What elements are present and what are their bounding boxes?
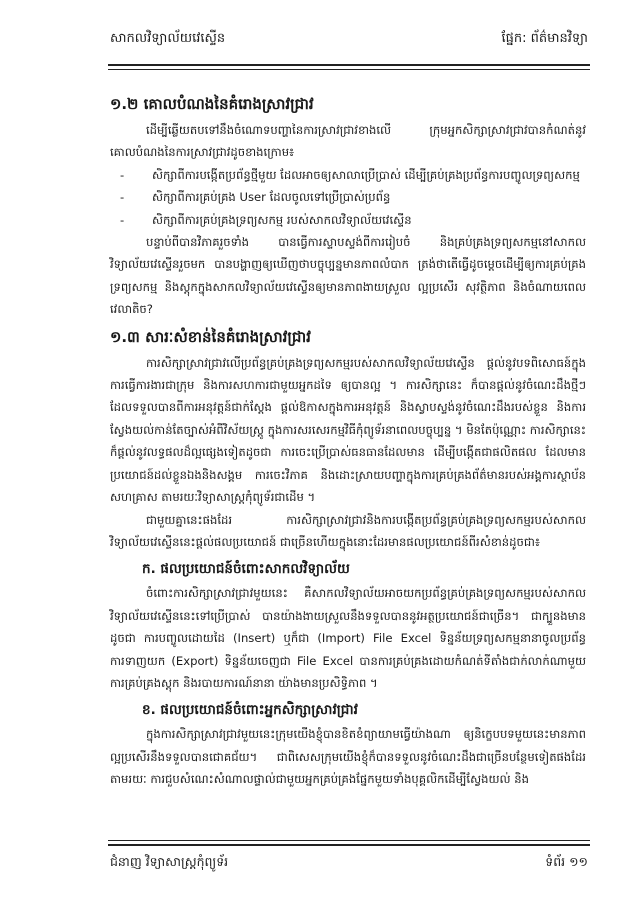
- objectives-list: [110, 164, 586, 231]
- bullet-dash: -: [120, 167, 125, 182]
- page-content: [110, 88, 586, 791]
- subsection-a-text: ចំពោះការសិក្សាស្រាវជ្រាវមួយនេះ គឺសាកលវិទ្យាល័យអាចយកប្រព័ន្ធគ្រប់គ្រងទ្រព្យសកម្មរបស់សាកលវិទ្យាល័យវេស្ទើននេះទៅប្រើប្រាស់ បានយ៉ាងងាយស្រួលនឹងទទួលបាននូវអត្ថប្រយោជន៍ជាច្រើន។ ជាក្បួនងមានដូចជា ការបញ្ចូលដោយដៃ (Insert) ឬក៏ជា (Import) File Excel ទិន្នន័យទ្រព្យសកម្មនានាចូលប្រព័ន្ធ ការទាញយក (Export) ទិន្នន័យចេញជា File Excel បានការគ្រប់គ្រងដោយកំណត់ទីតាំងជាក់លាក់ណាមួយ ការគ្រប់គ្រងស្តុក និងរបាយការណ៍នានា យ៉ាងមានប្រសិទ្ធិភាព ។: [110, 586, 586, 690]
- list-item: [110, 209, 586, 231]
- list-item-text: សិក្សាពីការគ្រប់គ្រងទ្រព្យសកម្ម របស់សាកលវិទ្យាល័យវេស្ទើន: [152, 212, 412, 227]
- subsection-b-text: ក្នុងការសិក្សាស្រាវជ្រាវមួយនេះក្រុមយើងខ្ញុំបានខិតខំព្យាយាមធ្វើយ៉ាងណា ឲ្យនិក្ខេបបទមួយនេះមានភាពល្អប្រសើរនឹងទទួលបានជោគជ័យ។ ជាពិសេសក្រុមយើងខ្ញុំក៏បានទទួលនូវចំណេះដឹងជាច្រើនបន្ថែមទៀតផងដែរតាមរយៈ ការជួបសំណេះសំណាលផ្ទាល់ជាមួយអ្នកគ្រប់គ្រងផ្នែកមួយទាំងបុគ្គលិកដើម្បីស្វែងយល់ និង: [110, 727, 586, 787]
- section-1-2-closing: បន្ទាប់ពីបានវិភាគរួចទាំង បានធ្វើការស្ទាបស្ទង់ពីការរៀបចំ និងគ្រប់គ្រងទ្រព្យសកម្មនៅសាកលវិទ្យាល័យវេស្ទើនរួចមក បានបង្ហាញឲ្យឃើញថាបច្ចុប្បន្នមានភាពលំបាក ត្រង់ថាតើធ្វើដូចម្តេចដើម្បីឲ្យការគ្រប់គ្រងទ្រព្យសកម្ម និងស្តុកក្នុងសាកលវិទ្យាល័យវេស្ទើនឲ្យមានភាពងាយស្រួល ល្អប្រសើរ សុវត្ថិភាព និងចំណាយពេលវេលាតិច?: [110, 235, 586, 317]
- page-header: [110, 30, 588, 55]
- list-item: [110, 186, 586, 208]
- subsection-b-heading: ខ. ផលប្រយោជន៍ចំពោះអ្នកសិក្សាស្រាវជ្រាវ: [142, 702, 358, 719]
- footer-major: ជំនាញ វិទ្យាសាស្រ្តកុំព្យូទ័រ: [110, 854, 229, 869]
- bullet-dash: -: [120, 190, 125, 205]
- footer-rule: [108, 840, 590, 846]
- subsection-a-heading: ក. ផលប្រយោជន៍ចំពោះសាកលវិទ្យាល័យ: [142, 561, 350, 578]
- section-1-2-heading: ១.២ គោលបំណងនៃគំរោងស្រាវជ្រាវ: [110, 95, 314, 113]
- list-item-text: សិក្សាពីការគ្រប់គ្រង User ដែលចូលទៅប្រើប្រាស់ប្រព័ន្ធ: [152, 190, 391, 205]
- list-item-text: សិក្សាពីការបង្កើតប្រព័ន្ធថ្មីមួយ ដែលអាចឲ្យសាលាប្រើប្រាស់ ដើម្បីគ្រប់គ្រងប្រព័ន្ធការបញ្ចូលទ្រព្យសកម្ម: [152, 167, 580, 182]
- section-1-3-heading: ១.៣ សារៈសំខាន់នៃគំរោងស្រាវជ្រាវ: [110, 327, 311, 346]
- section-1-3-para1: ការសិក្សាស្រាវជ្រាវលើប្រព័ន្ធគ្រប់គ្រងទ្រព្យសកម្មរបស់សាកលវិទ្យាល័យវេស្ទើន ផ្តល់នូវបទពិសោធន៍ក្នុងការធ្វើការងារជាក្រុម និងការសហការជាមួយអ្នកដទៃ ឲ្យបានល្អ ។ ការសិក្សានេះ ក៏បានផ្តល់នូវចំណេះដឹងថ្មីៗ ដែលទទួលបានពីការអនុវត្តន៍ជាក់ស្តែង ផ្តល់ឱកាសក្នុងការអនុវត្តន៍ និងស្វាបស្ទង់នូវចំណេះដឹងរបស់ខ្លួន និងការស្វែងយល់កាន់តែច្បាស់អំពីវិស័យស្រ្តូ ក្នុងការសរសេរកម្មវិធីកុំព្យូទ័រនាពេលបច្ចុប្បន្ន ។ មិនតែប៉ុណ្ណោះ ការសិក្សានេះក៏ផ្តល់នូវលទ្ធផលដ៏ល្អផ្សេងទៀតដូចជា ការចេះប្រើប្រាស់ធនធានដែលមាន ដើម្បីបង្កើតជាផលិតផល ដែលមានប្រយោជន៍ដល់ខ្លួនឯងនិងសង្គម ការចេះវិភាគ និងដោះស្រាយបញ្ហាក្នុងការគ្រប់គ្រងព័ត៌មានរបស់អង្គការស្ថាប័ន សហគ្រាស តាមរយៈវិទ្យាសាស្រ្តកុំព្យូទ័រជាដើម ។: [110, 355, 586, 505]
- header-department: ផ្នែក: ព័ត៌មានវិទ្យា: [501, 31, 588, 46]
- page-footer: [110, 854, 588, 873]
- list-item: [110, 164, 586, 186]
- bullet-dash: -: [120, 212, 125, 227]
- page-number: ទំព័រ ១១: [545, 854, 588, 869]
- section-1-3-para2: ជាមួយគ្នានេះផងដែរ ការសិក្សាស្រាវជ្រាវនិងការបង្កើតប្រព័ន្ធគ្រប់គ្រងទ្រព្យសកម្មរបស់សាកលវិទ្យាល័យវេស្ទើននេះផ្តល់ផលប្រយោជន៍ ជាច្រើនហើយក្នុងនោះដែរមានផលប្រយោជន៍ពីរសំខាន់ដូចជា៖: [110, 512, 586, 549]
- header-rule: [108, 64, 590, 70]
- header-institution: សាកលវិទ្យាល័យវេស្ទើន: [110, 31, 226, 46]
- section-1-2-intro: ដើម្បីឆ្លើយតបទៅនឹងចំណោទបញ្ហានៃការស្រាវជ្រាវខាងលើ ក្រុមអ្នកសិក្សាស្រាវជ្រាវបានកំណត់នូវគោលបំណងនៃការស្រាវជ្រាវដូចខាងក្រោម៖: [110, 123, 586, 160]
